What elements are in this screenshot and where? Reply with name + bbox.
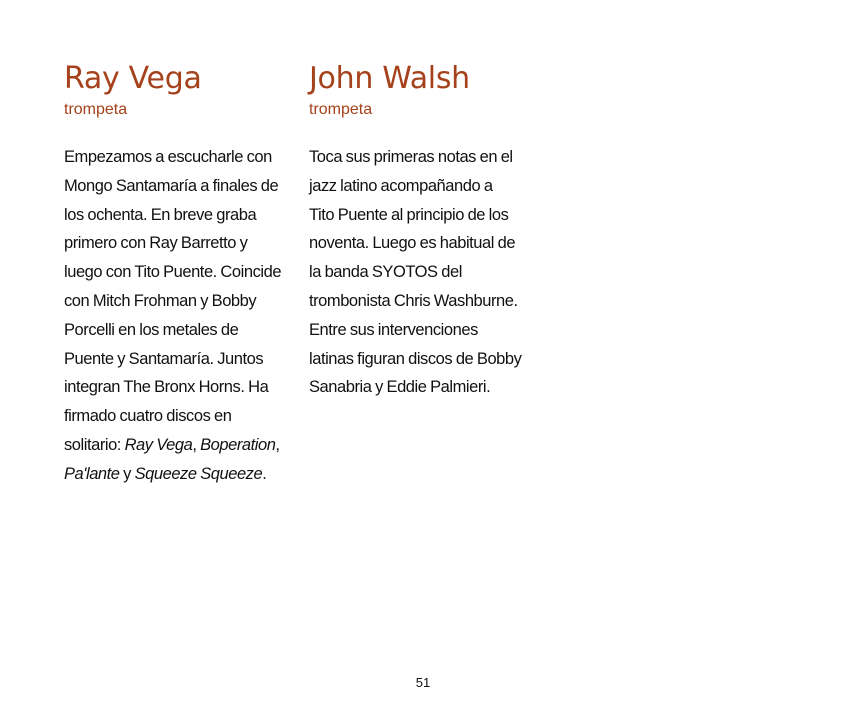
bio-line: con Mitch Frohman y Bobby — [64, 291, 257, 310]
album-title: Ray Vega — [124, 435, 193, 454]
bio-line: luego con Tito Puente. Coincide — [64, 263, 282, 282]
bio-line: Mongo Santamaría a finales de — [64, 176, 279, 195]
musician-instrument: trompeta — [64, 101, 128, 118]
album-title: Pa'lante — [64, 464, 120, 483]
discography-intro: solitario: — [64, 435, 125, 454]
bio-line: primero con Ray Barretto y — [64, 234, 248, 253]
musician-instrument: trompeta — [309, 101, 373, 118]
album-title: Boperation — [200, 435, 276, 454]
musician-column-ray-vega — [64, 60, 296, 489]
bio-line: Toca sus primeras notas en el — [309, 148, 513, 166]
bio-line: integran The Bronx Horns. Ha — [64, 378, 269, 397]
bio-line: jazz latino acompañando a — [309, 176, 493, 195]
musician-name: John Walsh — [309, 61, 470, 96]
bio-line: Sanabria y Eddie Palmieri. — [309, 378, 491, 397]
discography-separator: , — [275, 435, 280, 454]
discography-separator: , — [192, 435, 201, 454]
musician-name: Ray Vega — [64, 61, 202, 96]
bio-line: Empezamos a escucharle con — [64, 148, 272, 166]
bio-line: latinas figuran discos de Bobby — [309, 349, 522, 368]
bio-line: trombonista Chris Washburne. — [309, 291, 518, 310]
album-title: Squeeze Squeeze — [134, 464, 263, 483]
discography-end: . — [262, 464, 267, 483]
bio-line: los ochenta. En breve graba — [64, 205, 257, 224]
discography-separator: y — [119, 464, 135, 483]
bio-line: Tito Puente al principio de los — [309, 205, 509, 224]
bio-line: Puente y Santamaría. Juntos — [64, 349, 264, 368]
musician-bio — [64, 143, 296, 489]
bio-line: noventa. Luego es habitual de — [309, 234, 516, 253]
bio-line: Entre sus intervenciones — [309, 320, 478, 339]
bio-line: la banda SYOTOS del — [309, 263, 462, 282]
bio-line: Porcelli en los metales de — [64, 320, 239, 339]
musician-bio — [309, 143, 549, 402]
page-number: 51 — [415, 675, 431, 690]
musician-column-john-walsh — [309, 60, 549, 402]
bio-line: firmado cuatro discos en — [64, 407, 232, 426]
